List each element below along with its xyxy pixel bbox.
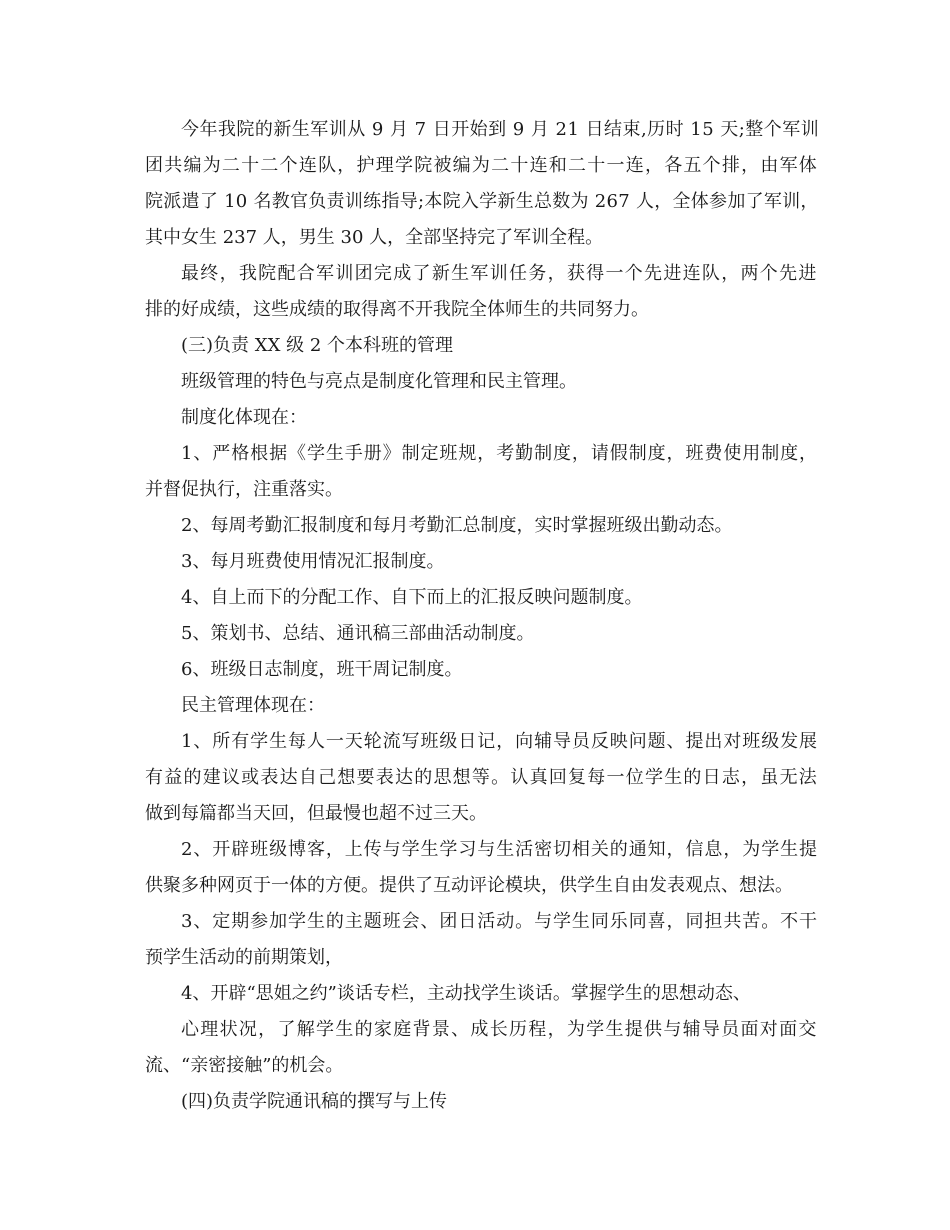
paragraph	[145, 400, 810, 436]
paragraph-line: 最终，我院配合军训团完成了新生军训任务，获得一个先进连队，两个先进	[181, 263, 818, 284]
paragraph-line: 心理状况，了解学生的家庭背景、成长历程，为学生提供与辅导员面对面交	[181, 1019, 818, 1040]
paragraph-line: 2、每周考勤汇报制度和每月考勤汇总制度，实时掌握班级出勤动态。	[181, 515, 733, 536]
paragraph-line: 制度化体现在：	[181, 407, 307, 428]
paragraph-line: 民主管理体现在：	[181, 695, 325, 716]
paragraph-line: 4、开辟“思姐之约”谈话专栏，主动找学生谈话。掌握学生的思想动态、	[181, 983, 751, 1004]
paragraph	[145, 364, 810, 400]
paragraph	[145, 904, 818, 976]
paragraph-line: 院派遣了 10 名教官负责训练指导;本院入学新生总数为 267 人，全体参加了军训，	[145, 191, 819, 212]
paragraph	[145, 508, 810, 544]
paragraph	[145, 652, 810, 688]
paragraph	[145, 256, 818, 328]
paragraph-line: 流、“亲密接触”的机会。	[145, 1055, 344, 1076]
paragraph-line: 5、策划书、总结、通讯稿三部曲活动制度。	[181, 623, 535, 644]
paragraph	[145, 688, 810, 724]
paragraph	[145, 976, 810, 1012]
paragraph-line: 团共编为二十二个连队，护理学院被编为二十连和二十一连，各五个排，由军体	[145, 155, 819, 176]
paragraph-line: 3、每月班费使用情况汇报制度。	[181, 551, 445, 572]
paragraph-line: 有益的建议或表达自己想要表达的思想等。认真回复每一位学生的日志，虽无法	[145, 767, 819, 788]
paragraph	[145, 832, 818, 904]
paragraph-line: 供聚多种网页于一体的方便。提供了互动评论模块，供学生自由发表观点、想法。	[145, 875, 793, 896]
paragraph-line: 排的好成绩，这些成绩的取得离不开我院全体师生的共同努力。	[145, 299, 649, 320]
paragraph-line: 班级管理的特色与亮点是制度化管理和民主管理。	[181, 371, 577, 392]
paragraph	[145, 112, 820, 256]
paragraph-line: 其中女生 237 人，男生 30 人，全部坚持完了军训全程。	[145, 227, 604, 248]
paragraph	[145, 724, 819, 832]
paragraph-line: (三)负责 XX 级 2 个本科班的管理	[181, 335, 454, 356]
paragraph	[145, 580, 810, 616]
paragraph-line: 6、班级日志制度，班干周记制度。	[181, 659, 463, 680]
paragraph-line: 2、开辟班级博客，上传与学生学习与生活密切相关的通知，信息，为学生提	[181, 839, 818, 860]
paragraph-line: 3、定期参加学生的主题班会、团日活动。与学生同乐同喜，同担共苦。不干	[181, 911, 818, 932]
paragraph-line: 1、所有学生每人一天轮流写班级日记，向辅导员反映问题、提出对班级发展	[181, 731, 818, 752]
paragraph-line: 预学生活动的前期策划，	[145, 947, 343, 968]
paragraph	[145, 1012, 818, 1084]
paragraph-line: 并督促执行，注重落实。	[145, 479, 343, 500]
document-body	[145, 112, 820, 1120]
paragraph-line: 做到每篇都当天回，但最慢也超不过三天。	[145, 803, 487, 824]
paragraph	[145, 1084, 810, 1120]
paragraph	[145, 436, 818, 508]
paragraph	[145, 328, 810, 364]
paragraph-line: (四)负责学院通讯稿的撰写与上传	[181, 1091, 448, 1112]
paragraph	[145, 616, 810, 652]
paragraph	[145, 544, 810, 580]
paragraph-line: 今年我院的新生军训从 9 月 7 日开始到 9 月 21 日结束,历时 15 天;整个军训	[181, 119, 820, 140]
paragraph-line: 4、自上而下的分配工作、自下而上的汇报反映问题制度。	[181, 587, 643, 608]
paragraph-line: 1、严格根据《学生手册》制定班规，考勤制度，请假制度，班费使用制度，	[181, 443, 818, 464]
